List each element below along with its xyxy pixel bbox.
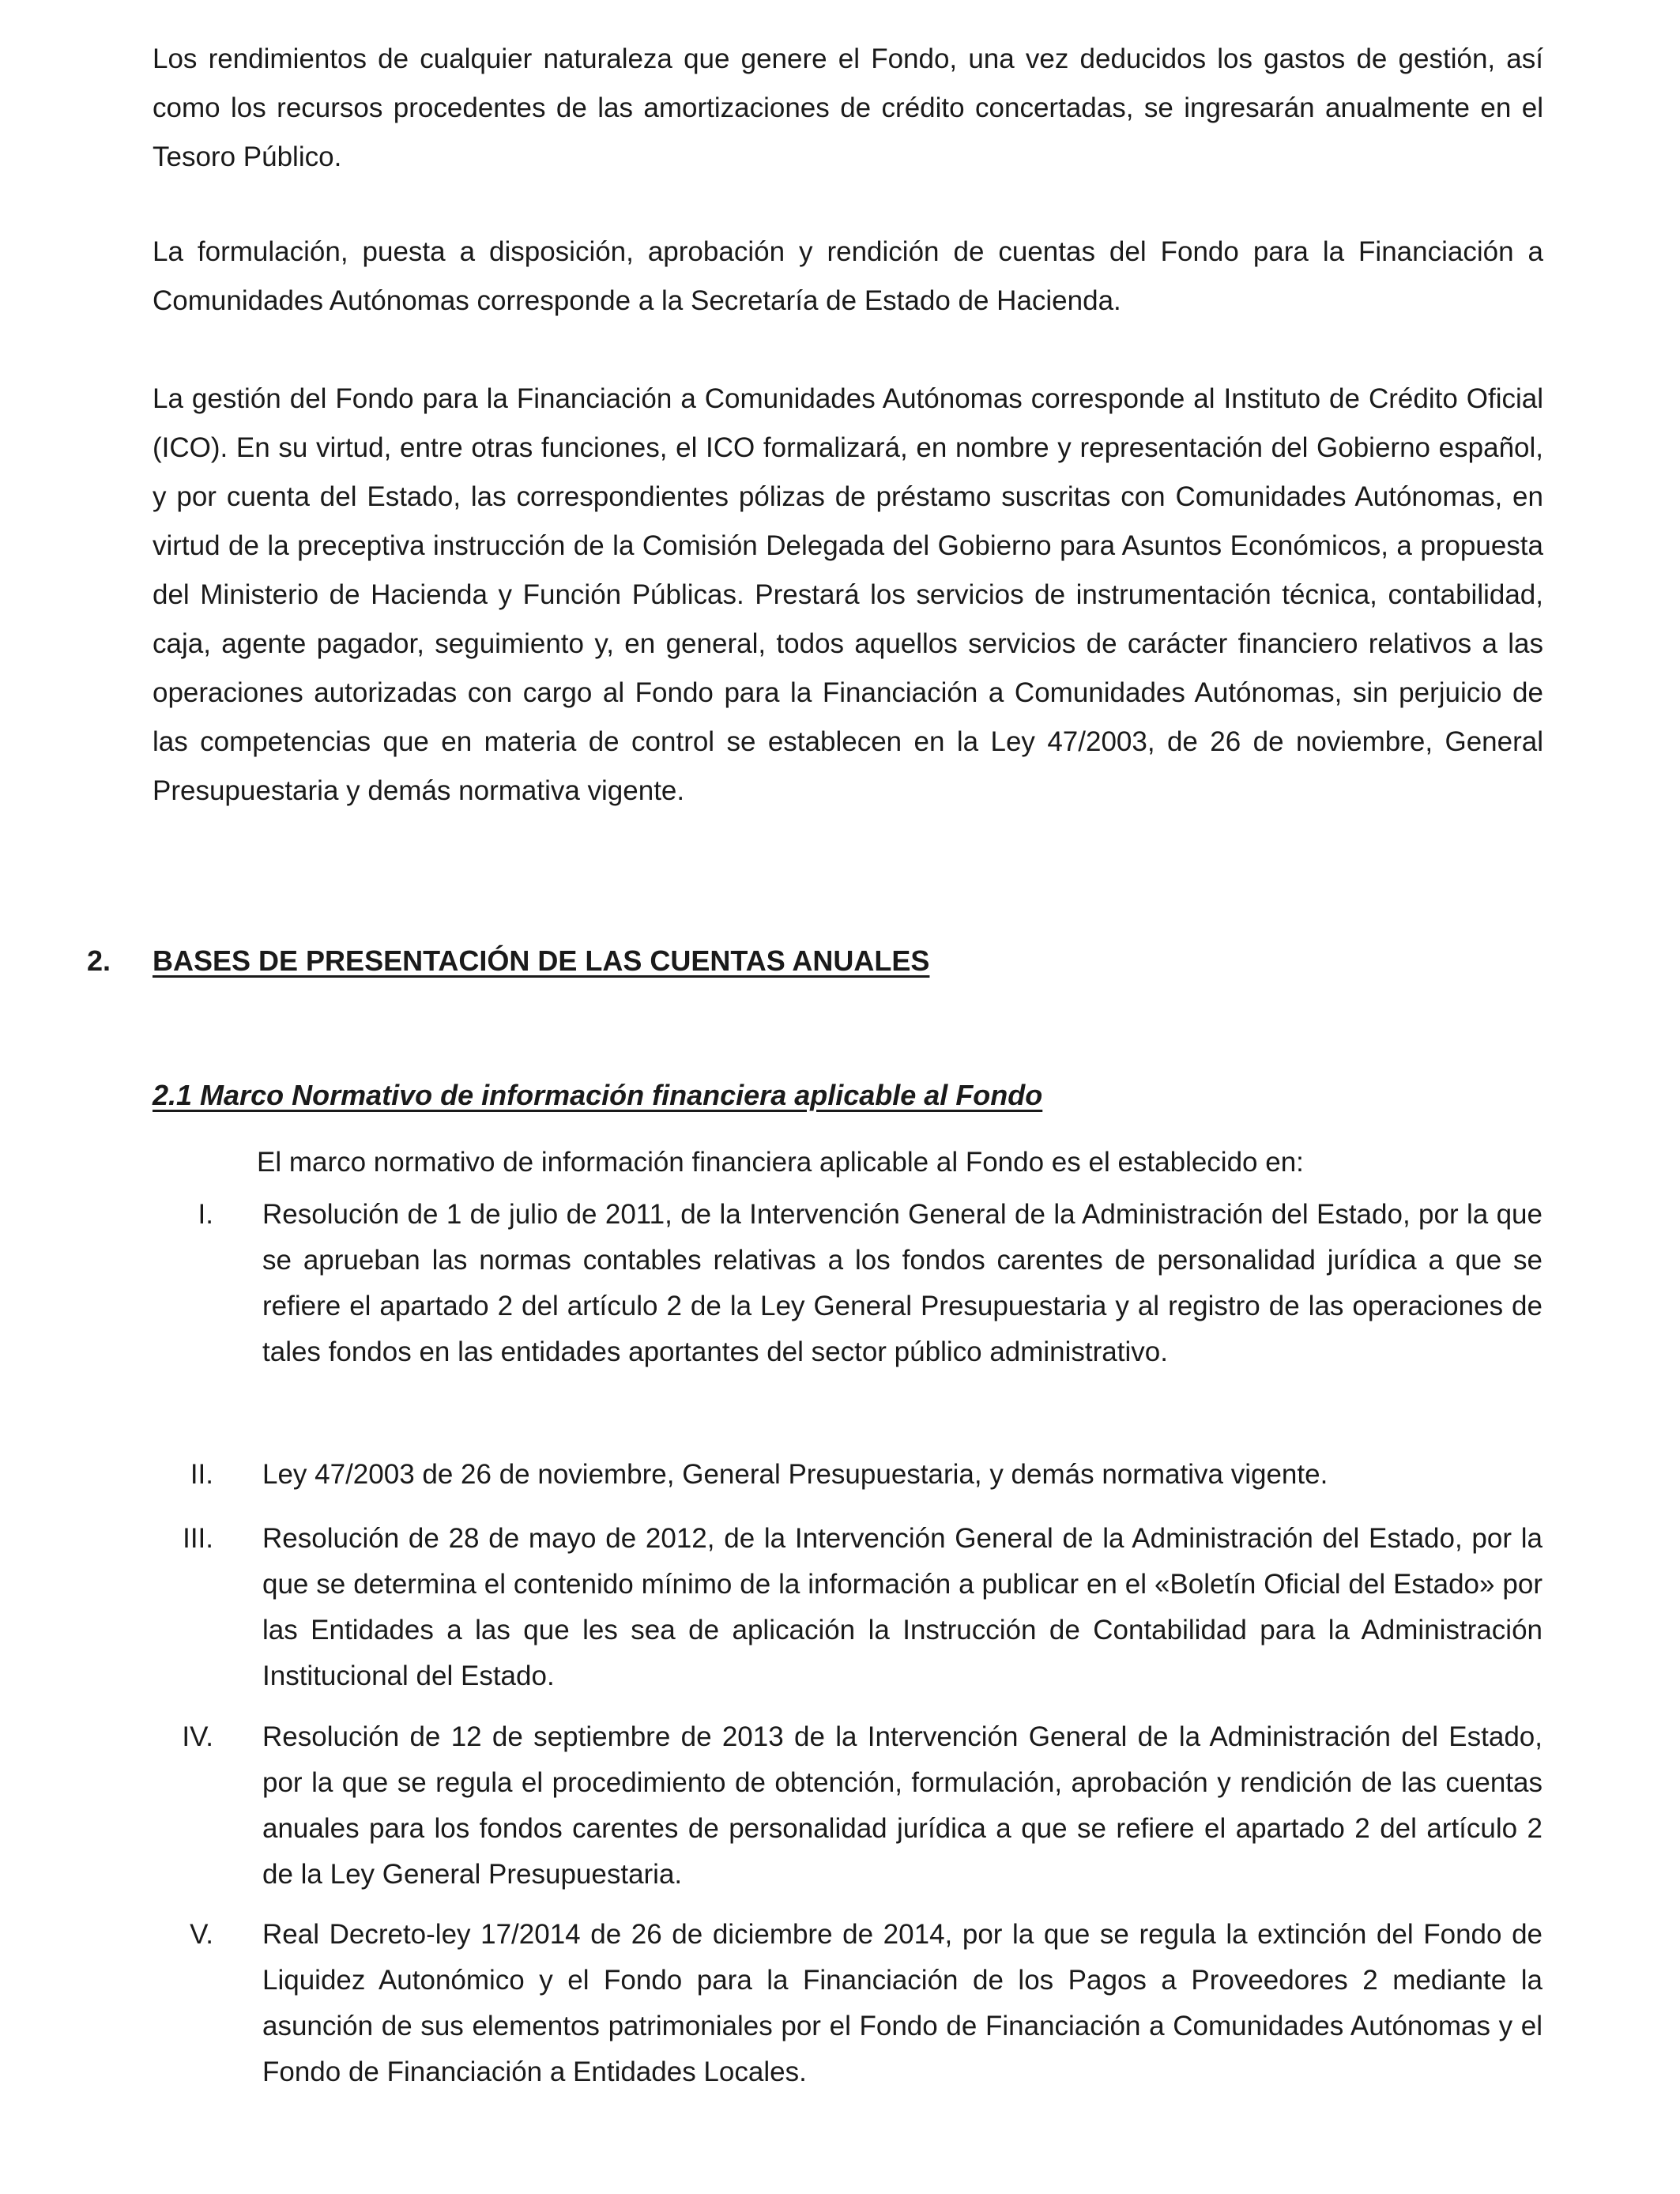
section-title: BASES DE PRESENTACIÓN DE LAS CUENTAS ANUALES (153, 944, 930, 977)
section-number: 2. (87, 944, 111, 977)
subsection-title: 2.1 Marco Normativo de información financiera aplicable al Fondo (153, 1079, 1043, 1111)
paragraph-formulacion: La formulación, puesta a disposición, aprobación y rendición de cuentas del Fondo para la Financiación a Comunidades Autónomas corresponde a la Secretaría de Estado de Hacienda. (153, 236, 1543, 316)
list-item-text: Resolución de 1 de julio de 2011, de la Intervención General de la Administración del Estado, por la que se aprueban las normas contables relativas a los fondos carentes de personalidad jurídica a que se refiere el apartado 2 del artículo 2 de la Ley General Presupuestaria y al registro de las operaciones de tales fondos en las entidades aportantes del sector público administrativo. (262, 1199, 1543, 1367)
list-item-text: Resolución de 12 de septiembre de 2013 de la Intervención General de la Administración del Estado, por la que se regula el procedimiento de obtención, formulación, aprobación y rendición de las cuentas anuales para los fondos carentes de personalidad jurídica a que se refiere el apartado 2 del artículo 2 de la Ley General Presupuestaria. (262, 1721, 1543, 1890)
list-item-number: III. (183, 1523, 213, 1554)
list-item-number: I. (198, 1199, 213, 1230)
list-item-number: V. (190, 1919, 213, 1950)
list-item-text: Ley 47/2003 de 26 de noviembre, General Presupuestaria, y demás normativa vigente. (262, 1459, 1328, 1490)
paragraph-gestion-ico: La gestión del Fondo para la Financiación a Comunidades Autónomas corresponde al Instituto de Crédito Oficial (ICO). En su virtud, entre otras funciones, el ICO formalizará, en nombre y representación del Gobierno español, y por cuenta del Estado, las correspondientes pólizas de préstamo suscritas con Comunidades Autónomas, en virtud de la preceptiva instrucción de la Comisión Delegada del Gobierno para Asuntos Económicos, a propuesta del Ministerio de Hacienda y Función Públicas. Prestará los servicios de instrumentación técnica, contabilidad, caja, agente pagador, seguimiento y, en general, todos aquellos servicios de carácter financiero relativos a las operaciones autorizadas con cargo al Fondo para la Financiación a Comunidades Autónomas, sin perjuicio de las competencias que en materia de control se establecen en la Ley 47/2003, de 26 de noviembre, General Presupuestaria y demás normativa vigente. (153, 383, 1543, 806)
list-item-text: Real Decreto-ley 17/2014 de 26 de diciembre de 2014, por la que se regula la extinción del Fondo de Liquidez Autonómico y el Fondo para la Financiación de los Pagos a Proveedores 2 mediante la asunción de sus elementos patrimoniales por el Fondo de Financiación a Comunidades Autónomas y el Fondo de Financiación a Entidades Locales. (262, 1919, 1543, 2087)
subsection-intro: El marco normativo de información financiera aplicable al Fondo es el establecido en: (257, 1147, 1304, 1178)
paragraph-rendimientos: Los rendimientos de cualquier naturaleza que genere el Fondo, una vez deducidos los gastos de gestión, así como los recursos procedentes de las amortizaciones de crédito concertadas, se ingresarán anualmente en el Tesoro Público. (153, 43, 1543, 172)
list-item-number: IV. (182, 1721, 213, 1752)
list-item-number: II. (190, 1459, 213, 1490)
list-item-text: Resolución de 28 de mayo de 2012, de la Intervención General de la Administración del Estado, por la que se determina el contenido mínimo de la información a publicar en el «Boletín Oficial del Estado» por las Entidades a las que les sea de aplicación la Instrucción de Contabilidad para la Administración Institucional del Estado. (262, 1523, 1543, 1691)
